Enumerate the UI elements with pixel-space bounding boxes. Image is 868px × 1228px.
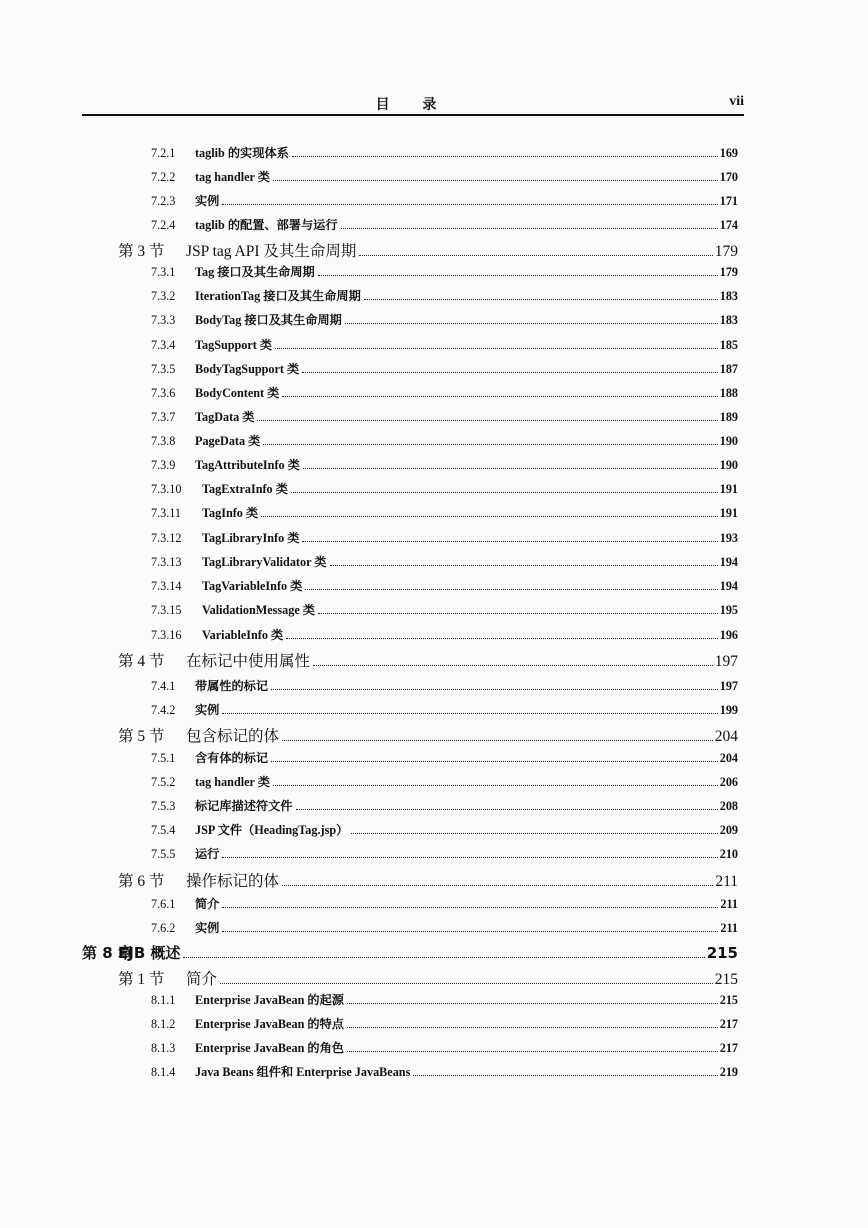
entry-page-number: 217 bbox=[719, 1041, 738, 1055]
entry-number: 7.5.5 bbox=[151, 847, 176, 861]
dot-leader bbox=[271, 689, 718, 690]
dot-leader bbox=[347, 1027, 718, 1028]
header-title: 目 录 bbox=[375, 97, 451, 113]
entry-number: 7.5.2 bbox=[151, 775, 176, 789]
entry-page-number: 171 bbox=[719, 194, 738, 208]
entry-page-number: 174 bbox=[719, 218, 738, 232]
dot-leader bbox=[303, 468, 718, 469]
entry-page-number: 194 bbox=[719, 555, 738, 569]
entry-title: taglib 的配置、部署与运行 bbox=[195, 218, 338, 232]
entry-page-number: 204 bbox=[719, 751, 738, 765]
entry-title: TagExtraInfo 类 bbox=[202, 482, 288, 496]
entry-number: 7.3.8 bbox=[151, 434, 176, 448]
entry-title: ValidationMessage 类 bbox=[202, 603, 315, 617]
toc-subsection-entry[interactable] bbox=[151, 601, 738, 618]
entry-number: 7.3.14 bbox=[151, 579, 182, 593]
dot-leader bbox=[183, 957, 704, 958]
toc-subsection-entry[interactable] bbox=[151, 991, 738, 1008]
toc-section-entry[interactable] bbox=[118, 649, 738, 671]
dot-leader bbox=[282, 885, 713, 886]
entry-number: 第 4 节 bbox=[118, 653, 165, 670]
entry-page-number: 194 bbox=[719, 579, 738, 593]
entry-number: 第 3 节 bbox=[118, 243, 165, 260]
entry-page-number: 219 bbox=[719, 1065, 738, 1079]
entry-number: 7.3.9 bbox=[151, 458, 176, 472]
entry-title: TagSupport 类 bbox=[195, 338, 273, 352]
toc-subsection-entry[interactable] bbox=[151, 336, 738, 353]
toc-section-entry[interactable] bbox=[118, 967, 738, 989]
entry-number: 第 5 节 bbox=[118, 728, 165, 745]
entry-title: 含有体的标记 bbox=[195, 751, 269, 765]
entry-title: PageData 类 bbox=[195, 434, 261, 448]
entry-number: 8.1.2 bbox=[151, 1017, 176, 1031]
entry-page-number: 189 bbox=[719, 410, 738, 424]
entry-page-number: 199 bbox=[719, 703, 738, 717]
entry-title: 简介 bbox=[186, 971, 218, 988]
entry-title: tag handler 类 bbox=[195, 775, 270, 789]
entry-title: EJB 概述 bbox=[118, 944, 181, 962]
entry-page-number: 169 bbox=[719, 146, 738, 160]
toc-subsection-entry[interactable] bbox=[151, 384, 738, 401]
entry-number: 7.3.6 bbox=[151, 386, 176, 400]
dot-leader bbox=[345, 323, 718, 324]
dot-leader bbox=[364, 299, 718, 300]
entry-page-number: 190 bbox=[719, 434, 738, 448]
entry-number: 7.6.1 bbox=[151, 897, 176, 911]
entry-title: 简介 bbox=[195, 897, 220, 911]
entry-page-number: 206 bbox=[719, 775, 738, 789]
dot-leader bbox=[273, 180, 718, 181]
entry-page-number: 187 bbox=[719, 362, 738, 376]
toc-subsection-entry[interactable] bbox=[151, 1015, 738, 1032]
entry-page-number: 191 bbox=[719, 506, 738, 520]
dot-leader bbox=[302, 541, 717, 542]
entry-page-number: 208 bbox=[719, 799, 738, 813]
toc-subsection-entry[interactable] bbox=[151, 553, 738, 570]
entry-page-number: 197 bbox=[714, 653, 738, 670]
toc-subsection-entry[interactable] bbox=[151, 577, 738, 594]
toc-subsection-entry[interactable] bbox=[151, 192, 738, 209]
dot-leader bbox=[275, 348, 718, 349]
toc-subsection-entry[interactable] bbox=[151, 529, 738, 546]
entry-title: Enterprise JavaBean 的特点 bbox=[195, 1017, 344, 1031]
dot-leader bbox=[271, 761, 718, 762]
toc-subsection-entry[interactable] bbox=[151, 168, 738, 185]
entry-number: 8.1.3 bbox=[151, 1041, 176, 1055]
entry-number: 第 6 节 bbox=[118, 873, 165, 890]
dot-leader bbox=[222, 204, 717, 205]
dot-leader bbox=[292, 156, 718, 157]
entry-title: TagLibraryInfo 类 bbox=[202, 531, 300, 545]
entry-title: 实例 bbox=[195, 921, 220, 935]
toc-subsection-entry[interactable] bbox=[151, 456, 738, 473]
dot-leader bbox=[291, 492, 718, 493]
entry-title: JSP tag API 及其生命周期 bbox=[186, 243, 357, 260]
entry-number: 7.3.10 bbox=[151, 482, 182, 496]
entry-page-number: 183 bbox=[719, 313, 738, 327]
dot-leader bbox=[330, 565, 718, 566]
dot-leader bbox=[282, 740, 713, 741]
entry-page-number: 204 bbox=[714, 728, 738, 745]
entry-number: 7.3.12 bbox=[151, 531, 182, 545]
dot-leader bbox=[222, 931, 718, 932]
dot-leader bbox=[273, 785, 718, 786]
entry-number: 7.3.1 bbox=[151, 265, 176, 279]
dot-leader bbox=[341, 228, 718, 229]
toc-subsection-entry[interactable] bbox=[151, 504, 738, 521]
entry-number: 7.3.5 bbox=[151, 362, 176, 376]
toc-subsection-entry[interactable] bbox=[151, 701, 738, 718]
toc-subsection-entry[interactable] bbox=[151, 677, 738, 694]
dot-leader bbox=[318, 275, 718, 276]
entry-title: taglib 的实现体系 bbox=[195, 146, 289, 160]
entry-number: 7.3.11 bbox=[151, 506, 182, 520]
dot-leader bbox=[282, 396, 717, 397]
entry-number: 7.2.3 bbox=[151, 194, 176, 208]
entry-page-number: 191 bbox=[719, 482, 738, 496]
toc-subsection-entry[interactable] bbox=[151, 360, 738, 377]
entry-page-number: 197 bbox=[719, 679, 738, 693]
entry-title: Enterprise JavaBean 的角色 bbox=[195, 1041, 344, 1055]
entry-title: 在标记中使用属性 bbox=[186, 653, 311, 670]
entry-page-number: 217 bbox=[719, 1017, 738, 1031]
entry-title: 标记库描述符文件 bbox=[195, 799, 293, 813]
entry-title: 实例 bbox=[195, 194, 220, 208]
entry-title: tag handler 类 bbox=[195, 170, 270, 184]
toc-subsection-entry[interactable] bbox=[151, 626, 738, 643]
dot-leader bbox=[302, 372, 718, 373]
entry-title: BodyTagSupport 类 bbox=[195, 362, 300, 376]
entry-title: TagLibraryValidator 类 bbox=[202, 555, 327, 569]
entry-number: 7.5.1 bbox=[151, 751, 176, 765]
toc-subsection-entry[interactable] bbox=[151, 895, 738, 912]
entry-title: VariableInfo 类 bbox=[202, 628, 284, 642]
entry-page-number: 170 bbox=[719, 170, 738, 184]
toc-subsection-entry[interactable] bbox=[151, 216, 738, 233]
toc-section-entry[interactable] bbox=[118, 869, 738, 891]
entry-title: BodyContent 类 bbox=[195, 386, 280, 400]
entry-title: 带属性的标记 bbox=[195, 679, 269, 693]
entry-page-number: 183 bbox=[719, 289, 738, 303]
entry-page-number: 193 bbox=[719, 531, 738, 545]
entry-title: Java Beans 组件和 Enterprise JavaBeans bbox=[195, 1065, 411, 1079]
entry-number: 7.3.4 bbox=[151, 338, 176, 352]
dot-leader bbox=[222, 857, 717, 858]
dot-leader bbox=[347, 1051, 718, 1052]
toc-subsection-entry[interactable] bbox=[151, 919, 738, 936]
entry-page-number: 215 bbox=[714, 971, 738, 988]
entry-title: 包含标记的体 bbox=[186, 728, 280, 745]
entry-number: 第 8 章 bbox=[82, 944, 133, 962]
entry-title: TagData 类 bbox=[195, 410, 255, 424]
toc-chapter-entry[interactable] bbox=[82, 942, 738, 963]
dot-leader bbox=[263, 444, 717, 445]
dot-leader bbox=[257, 420, 717, 421]
dot-leader bbox=[351, 833, 717, 834]
toc-subsection-entry[interactable] bbox=[151, 263, 738, 280]
entry-number: 7.2.1 bbox=[151, 146, 176, 160]
dot-leader bbox=[305, 589, 717, 590]
dot-leader bbox=[286, 638, 718, 639]
entry-number: 7.3.7 bbox=[151, 410, 176, 424]
entry-title: JSP 文件（HeadingTag.jsp） bbox=[195, 823, 349, 837]
toc-subsection-entry[interactable] bbox=[151, 749, 738, 766]
toc-subsection-entry[interactable] bbox=[151, 797, 738, 814]
dot-leader bbox=[261, 516, 718, 517]
entry-number: 7.2.4 bbox=[151, 218, 176, 232]
entry-page-number: 211 bbox=[720, 897, 738, 911]
entry-number: 7.4.1 bbox=[151, 679, 176, 693]
entry-page-number: 196 bbox=[719, 628, 738, 642]
entry-title: TagAttributeInfo 类 bbox=[195, 458, 300, 472]
entry-title: Enterprise JavaBean 的起源 bbox=[195, 993, 344, 1007]
entry-page-number: 188 bbox=[719, 386, 738, 400]
entry-page-number: 211 bbox=[720, 921, 738, 935]
entry-page-number: 215 bbox=[719, 993, 738, 1007]
header-page-number: vii bbox=[729, 94, 744, 109]
entry-title: BodyTag 接口及其生命周期 bbox=[195, 313, 342, 327]
toc-subsection-entry[interactable] bbox=[151, 480, 738, 497]
entry-number: 7.3.13 bbox=[151, 555, 182, 569]
entry-number: 7.4.2 bbox=[151, 703, 176, 717]
dot-leader bbox=[413, 1075, 717, 1076]
toc-subsection-entry[interactable] bbox=[151, 408, 738, 425]
toc-section-entry[interactable] bbox=[118, 724, 738, 746]
entry-number: 7.3.3 bbox=[151, 313, 176, 327]
entry-page-number: 179 bbox=[719, 265, 738, 279]
entry-number: 第 1 节 bbox=[118, 971, 165, 988]
entry-title: Tag 接口及其生命周期 bbox=[195, 265, 315, 279]
dot-leader bbox=[222, 713, 717, 714]
entry-title: IterationTag 接口及其生命周期 bbox=[195, 289, 361, 303]
entry-page-number: 215 bbox=[706, 944, 738, 962]
entry-number: 8.1.4 bbox=[151, 1065, 176, 1079]
toc-section-entry[interactable] bbox=[118, 239, 738, 261]
entry-title: TagVariableInfo 类 bbox=[202, 579, 303, 593]
entry-title: 运行 bbox=[195, 847, 220, 861]
toc-subsection-entry[interactable] bbox=[151, 773, 738, 790]
entry-number: 7.6.2 bbox=[151, 921, 176, 935]
toc-subsection-entry[interactable] bbox=[151, 1063, 738, 1080]
toc-subsection-entry[interactable] bbox=[151, 432, 738, 449]
entry-number: 7.2.2 bbox=[151, 170, 176, 184]
entry-number: 7.3.15 bbox=[151, 603, 182, 617]
entry-number: 7.5.4 bbox=[151, 823, 176, 837]
entry-title: 实例 bbox=[195, 703, 220, 717]
entry-page-number: 190 bbox=[719, 458, 738, 472]
entry-page-number: 179 bbox=[714, 243, 738, 260]
entry-page-number: 209 bbox=[719, 823, 738, 837]
entry-number: 8.1.1 bbox=[151, 993, 176, 1007]
toc-subsection-entry[interactable] bbox=[151, 821, 738, 838]
toc-subsection-entry[interactable] bbox=[151, 144, 738, 161]
dot-leader bbox=[347, 1003, 718, 1004]
toc-subsection-entry[interactable] bbox=[151, 287, 738, 304]
entry-number: 7.3.16 bbox=[151, 628, 182, 642]
entry-page-number: 195 bbox=[719, 603, 738, 617]
toc-subsection-entry[interactable] bbox=[151, 311, 738, 328]
entry-number: 7.5.3 bbox=[151, 799, 176, 813]
toc-subsection-entry[interactable] bbox=[151, 1039, 738, 1056]
dot-leader bbox=[222, 907, 718, 908]
dot-leader bbox=[220, 983, 713, 984]
entry-page-number: 185 bbox=[719, 338, 738, 352]
dot-leader bbox=[313, 665, 713, 666]
entry-page-number: 211 bbox=[715, 873, 738, 890]
dot-leader bbox=[318, 613, 718, 614]
entry-page-number: 210 bbox=[719, 847, 738, 861]
entry-number: 7.3.2 bbox=[151, 289, 176, 303]
dot-leader bbox=[296, 809, 718, 810]
entry-title: 操作标记的体 bbox=[186, 873, 280, 890]
entry-title: TagInfo 类 bbox=[202, 506, 259, 520]
toc-subsection-entry[interactable] bbox=[151, 845, 738, 862]
dot-leader bbox=[359, 255, 712, 256]
